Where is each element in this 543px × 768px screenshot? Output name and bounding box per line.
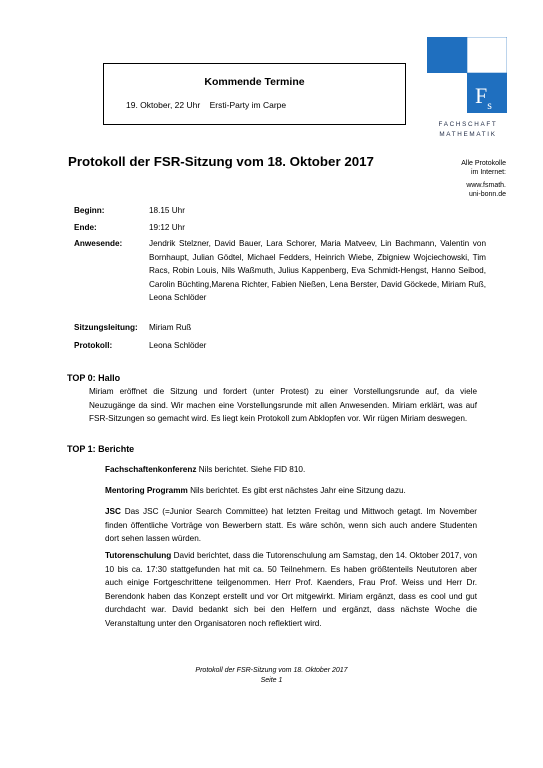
page-footer bbox=[0, 666, 543, 686]
upcoming-events-box bbox=[103, 63, 406, 125]
sitzungsleitung-label: Sitzungsleitung: bbox=[74, 323, 138, 332]
report-label: Fachschaftenkonferenz bbox=[105, 465, 197, 474]
side-note-line2: im Internet: bbox=[470, 169, 506, 176]
website-link-cont[interactable]: uni-bonn.de bbox=[469, 191, 506, 198]
upcoming-events-title: Kommende Termine bbox=[204, 76, 305, 88]
beginn-label: Beginn: bbox=[74, 206, 105, 215]
logo-caption-line1: FACHSCHAFT bbox=[438, 121, 498, 128]
website-link[interactable]: www.fsmath. bbox=[466, 182, 506, 189]
report-text: Das JSC (=Junior Search Committee) hat letzten Freitag und Mittwoch getagt. Im November finden öffentliche Vorträge von Bewerbern statt. Es wäre schön, wenn sich auch andere Studenten dort sehen lassen würden. bbox=[105, 507, 477, 543]
logo-caption-line2: MATHEMATIK bbox=[439, 131, 497, 138]
side-note bbox=[440, 159, 506, 199]
protokoll-label: Protokoll: bbox=[74, 341, 113, 350]
anwesende-label: Anwesende: bbox=[74, 239, 123, 248]
report-item bbox=[105, 484, 477, 498]
beginn-value: 18.15 Uhr bbox=[149, 206, 185, 215]
report-text: Nils berichtet. Siehe FID 810. bbox=[196, 465, 306, 474]
logo-letter-f: F bbox=[475, 83, 488, 108]
report-text: David berichtet, dass die Tutorenschulung am Samstag, den 14. Oktober 2017, von 10 bis ca. 17:30 stattgefunden hat mit ca. 50 Teilnehmern. Es haben größtenteils Neututoren aber auch einige Fortgeschrittene teilgenommen. Herr Prof. Kaenders, Frau Prof. Weiss und Herr Dr. Berendonk haben das Konzept erstellt und vor Ort mitgewirkt. Miriam ergänzt, dass es cool und gut durchdacht war. David bedankt sich bei den Helfern und ergänzt, dass nächste Woche die Veranstaltung unter den Organisatoren noch reflektiert wird. bbox=[105, 551, 477, 628]
report-item bbox=[105, 463, 477, 477]
side-note-line1: Alle Protokolle bbox=[461, 160, 506, 167]
upcoming-event-item: 19. Oktober, 22 Uhr Ersti-Party im Carpe bbox=[126, 100, 287, 110]
fachschaft-logo bbox=[427, 37, 507, 123]
ende-value: 19:12 Uhr bbox=[149, 223, 185, 232]
ende-label: Ende: bbox=[74, 223, 97, 232]
protokoll-value: Leona Schlöder bbox=[149, 341, 207, 350]
report-label: Mentoring Programm bbox=[105, 486, 188, 495]
report-label: Tutorenschulung bbox=[105, 551, 172, 560]
report-item bbox=[105, 505, 477, 546]
meeting-info bbox=[74, 204, 494, 354]
footer-title: Protokoll der FSR-Sitzung vom 18. Oktober 2017 bbox=[195, 667, 348, 674]
anwesende-value: Jendrik Stelzner, David Bauer, Lara Schorer, Maria Matveev, Lin Bachmann, Valentin von Bornhaupt, Julian Gödtel, Michael Fedders, Heinrich Wiebe, Zbigniew Wojciechowski, Tim Racs, Robin Louis, Nils Waßmuth, Julius Kappenberg, Eva Schmidt-Hengst, Hanno Seibod, Carolin Büchting,Marena Richter, Fabien Nießen, Lena Berster, David Göckede, Miriam Ruß, Leona Schlöder bbox=[149, 239, 486, 302]
logo-caption bbox=[423, 120, 513, 140]
sitzungsleitung-value: Miriam Ruß bbox=[149, 323, 192, 332]
top1-heading: TOP 1: Berichte bbox=[67, 444, 135, 454]
top0-text: Miriam eröffnet die Sitzung und fordert (unter Protest) zu einer Vorstellungsrunde auf, da viele Neuzugänge da sind. Wir machen eine Vorstellungsrunde mit allen Anwesenden. Miriam erklärt, was auf FSR-Sitzungen so gemacht wird. Es liegt kein Protokoll zum Abklopfen vor. Wir rügen Miriam deswegen. bbox=[89, 387, 477, 423]
logo-letter-s: s bbox=[487, 98, 492, 112]
logo-square-outline bbox=[467, 37, 507, 73]
page-number: Seite 1 bbox=[260, 677, 283, 684]
page-title: Protokoll der FSR-Sitzung vom 18. Oktober 2017 bbox=[68, 154, 374, 169]
report-item bbox=[105, 549, 477, 630]
report-label: JSC bbox=[105, 507, 121, 516]
report-text: Nils berichtet. Es gibt erst nächstes Jahr eine Sitzung dazu. bbox=[187, 486, 406, 495]
logo-square-top bbox=[427, 37, 467, 73]
top0-heading: TOP 0: Hallo bbox=[67, 373, 121, 383]
